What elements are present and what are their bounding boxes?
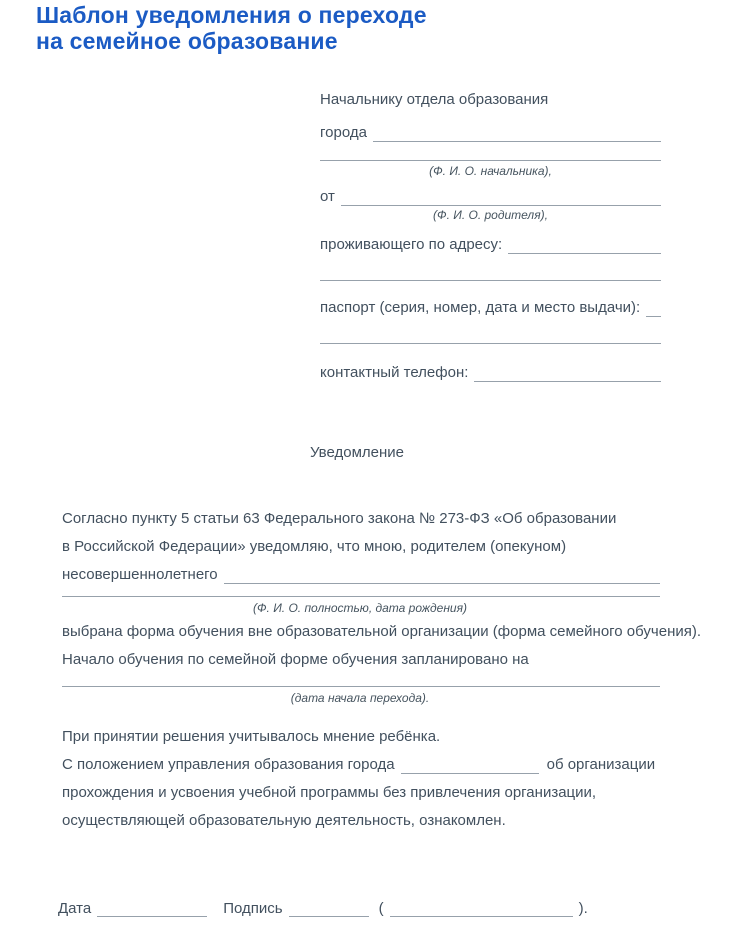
minor-blank-line (224, 561, 660, 584)
sign-label: Подпись (223, 900, 283, 917)
date-label: Дата (58, 900, 92, 917)
signature-row (58, 899, 618, 919)
paragraph-line: Согласно пункту 5 статьи 63 Федерального закона № 273-ФЗ «Об образовании (62, 510, 617, 527)
date-blank-line (97, 899, 207, 917)
recipient-block (320, 90, 661, 382)
from-field (320, 187, 661, 206)
city-label: города (320, 124, 367, 141)
address-field (320, 235, 661, 254)
from-label: от (320, 188, 335, 205)
name-blank-line (390, 899, 573, 917)
close-paren: ). (578, 900, 588, 917)
paragraph-line: осуществляющей образовательную деятельность, ознакомлен. (62, 812, 506, 829)
chief-name-caption: (Ф. И. О. начальника), (429, 164, 552, 178)
passport-blank-line-2 (320, 343, 661, 344)
notice-heading: Уведомление (309, 444, 404, 461)
open-paren: ( (378, 900, 384, 917)
address-label: проживающего по адресу: (320, 236, 503, 253)
passport-label: паспорт (серия, номер, дата и место выдачи): (320, 299, 641, 316)
recipient-heading: Начальнику отдела образования (320, 91, 549, 108)
city-blank-line (373, 123, 661, 142)
signature-spacer (207, 899, 223, 919)
city-inline-field (62, 751, 690, 779)
passport-blank-line (646, 298, 661, 317)
minor-label: несовершеннолетнего (62, 566, 218, 583)
city-inline-before: С положением управления образования города (62, 756, 395, 773)
passport-field (320, 298, 661, 317)
start-date-caption: (дата начала перехода). (290, 691, 430, 705)
minor-name-field (62, 561, 660, 589)
chief-name-blank-line (320, 160, 661, 161)
parent-name-caption: (Ф. И. О. родителя), (433, 208, 548, 222)
address-blank-line-2 (320, 280, 661, 281)
paragraph-line: выбрана форма обучения вне образовательной организации (форма семейного обучения). (62, 623, 702, 640)
phone-label: контактный телефон: (320, 364, 469, 381)
fio-blank-line (62, 596, 660, 597)
phone-blank-line (474, 363, 661, 382)
page-title-line1: Шаблон уведомления о переходе (36, 2, 427, 28)
paragraph-line: в Российской Федерации» уведомляю, что мною, родителем (опекуном) (62, 538, 567, 555)
sign-blank-line (289, 899, 369, 917)
fio-caption: (Ф. И. О. полностью, дата рождения) (252, 601, 468, 615)
city-field (320, 123, 661, 142)
paragraph-line: При принятии решения учитывалось мнение ребёнка. (62, 728, 441, 745)
city-inline-blank-line (401, 751, 539, 774)
city-inline-after: об организации (546, 756, 656, 773)
page-title (36, 2, 427, 54)
notice-paragraph-3 (62, 723, 690, 835)
paragraph-line: прохождения и усвоения учебной программы без привлечения организации, (62, 784, 597, 801)
paragraph-line: Начало обучения по семейной форме обучения запланировано на (62, 651, 529, 668)
page-title-line2: на семейное образование (36, 28, 338, 54)
address-blank-line (508, 235, 661, 254)
notice-paragraph-2 (62, 618, 701, 674)
start-date-blank-line (62, 686, 660, 687)
notice-paragraph-1 (62, 505, 660, 589)
phone-field (320, 363, 661, 382)
from-blank-line (341, 187, 661, 206)
